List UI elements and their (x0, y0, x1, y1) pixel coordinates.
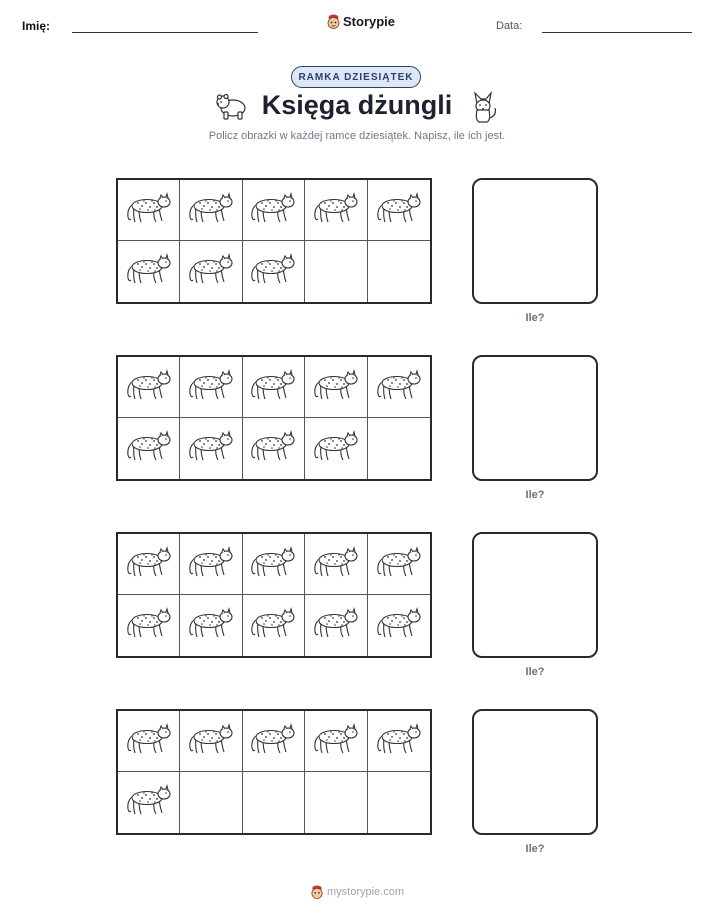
leopard-icon (376, 368, 422, 407)
leopard-icon (250, 191, 296, 230)
title-row (0, 88, 714, 128)
leopard-icon (250, 722, 296, 761)
filled-cell (118, 418, 180, 479)
filled-cell (305, 180, 367, 241)
empty-cell (243, 772, 305, 833)
leopard-icon (313, 722, 359, 761)
ten-frame (116, 709, 432, 835)
leopard-icon (376, 606, 422, 645)
answer-prompt: Ile? (525, 489, 545, 501)
ten-frame-row (0, 532, 714, 702)
leopard-icon (126, 545, 172, 584)
filled-cell (118, 595, 180, 656)
storypie-logo-icon (326, 13, 341, 30)
filled-cell (180, 711, 242, 772)
empty-cell (368, 241, 430, 302)
leopard-icon (126, 368, 172, 407)
ten-frame (116, 532, 432, 658)
leopard-icon (188, 368, 234, 407)
empty-cell (368, 772, 430, 833)
filled-cell (180, 534, 242, 595)
filled-cell (118, 180, 180, 241)
filled-cell (118, 357, 180, 418)
ten-frame (116, 355, 432, 481)
answer-box[interactable] (472, 709, 598, 835)
leopard-icon (376, 722, 422, 761)
empty-cell (180, 772, 242, 833)
leopard-icon (376, 545, 422, 584)
leopard-icon (250, 368, 296, 407)
filled-cell (118, 711, 180, 772)
answer-prompt: Ile? (525, 312, 545, 324)
filled-cell (180, 418, 242, 479)
leopard-icon (313, 545, 359, 584)
leopard-icon (126, 783, 172, 822)
leopard-icon (188, 429, 234, 468)
filled-cell (368, 180, 430, 241)
filled-cell (243, 534, 305, 595)
answer-prompt: Ile? (525, 843, 545, 855)
leopard-icon (126, 252, 172, 291)
filled-cell (118, 772, 180, 833)
filled-cell (368, 595, 430, 656)
filled-cell (305, 418, 367, 479)
leopard-icon (126, 429, 172, 468)
brand-name: Storypie (343, 14, 396, 29)
leopard-icon (188, 252, 234, 291)
answer-prompt: Ile? (525, 666, 545, 678)
filled-cell (243, 711, 305, 772)
leopard-icon (376, 191, 422, 230)
name-label: Imię: (22, 19, 51, 33)
filled-cell (118, 534, 180, 595)
leopard-icon (188, 545, 234, 584)
empty-cell (305, 241, 367, 302)
name-write-line (72, 32, 258, 33)
ten-frame-row (0, 178, 714, 348)
ten-frame-row (0, 355, 714, 525)
leopard-icon (188, 191, 234, 230)
filled-cell (368, 534, 430, 595)
filled-cell (305, 595, 367, 656)
leopard-icon (250, 429, 296, 468)
leopard-icon (250, 606, 296, 645)
filled-cell (180, 180, 242, 241)
leopard-icon (313, 368, 359, 407)
filled-cell (305, 711, 367, 772)
filled-cell (243, 180, 305, 241)
leopard-icon (313, 606, 359, 645)
filled-cell (180, 357, 242, 418)
date-write-line (542, 32, 692, 33)
filled-cell (243, 418, 305, 479)
leopard-icon (126, 191, 172, 230)
ten-frame (116, 178, 432, 304)
empty-cell (305, 772, 367, 833)
leopard-icon (313, 429, 359, 468)
empty-cell (368, 418, 430, 479)
filled-cell (368, 711, 430, 772)
answer-box[interactable] (472, 532, 598, 658)
leopard-icon (188, 606, 234, 645)
leopard-icon (250, 252, 296, 291)
ten-frame-row (0, 709, 714, 879)
leopard-icon (126, 606, 172, 645)
leopard-icon (250, 545, 296, 584)
filled-cell (368, 357, 430, 418)
filled-cell (243, 595, 305, 656)
footer (0, 884, 714, 900)
leopard-icon (188, 722, 234, 761)
filled-cell (180, 241, 242, 302)
filled-cell (118, 241, 180, 302)
brand (326, 13, 395, 30)
filled-cell (305, 357, 367, 418)
worksheet-header (0, 0, 714, 50)
date-label: Data: (496, 20, 523, 32)
worksheet-type-badge: RAMKA DZIESIĄTEK (291, 66, 421, 88)
filled-cell (180, 595, 242, 656)
wolf-icon (467, 90, 499, 124)
page-title: Księga dżungli (261, 90, 453, 120)
filled-cell (305, 534, 367, 595)
answer-box[interactable] (472, 355, 598, 481)
answer-box[interactable] (472, 178, 598, 304)
storypie-logo-icon (310, 884, 324, 900)
filled-cell (243, 357, 305, 418)
footer-url: mystorypie.com (326, 886, 405, 898)
instructions: Policz obrazki w każdej ramce dziesiątek. Napisz, ile ich jest. (208, 130, 506, 142)
leopard-icon (313, 191, 359, 230)
filled-cell (243, 241, 305, 302)
leopard-icon (126, 722, 172, 761)
